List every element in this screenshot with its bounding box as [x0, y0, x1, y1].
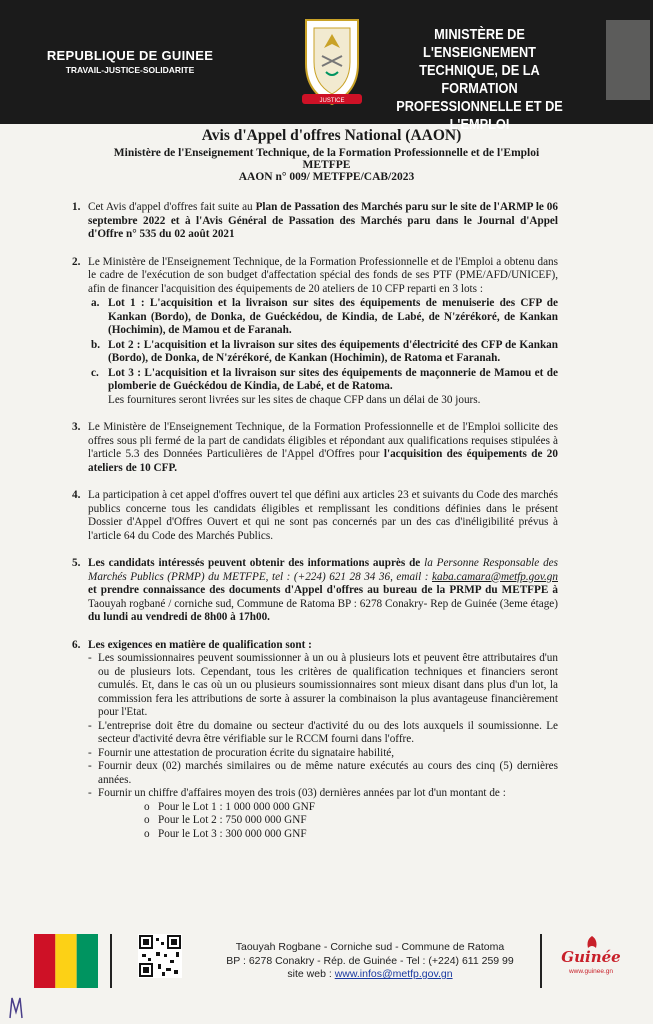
- republic-name: REPUBLIQUE DE GUINEE: [46, 48, 214, 63]
- guinee-brand-logo: [556, 930, 626, 994]
- website-link[interactable]: www.infos@metfp.gov.gn: [334, 968, 453, 980]
- lot-text: Lot 2 : L'acquisition et la livraison sur sites des équipements d'électricité des CFP de Kankan (Bordo), de Donka, de N'zérékoré, de Kankan (Hochimin), de Ratoma et Faranah.: [108, 338, 558, 364]
- ministry-line: PROFESSIONNELLE ET DE L'EMPLOI: [396, 99, 563, 133]
- document-title: Avis d'Appel d'offres National (AAON): [201, 127, 462, 144]
- footer-line: Taouyah Rogbane - Corniche sud - Commune de Ratoma: [235, 941, 505, 953]
- requirement-item: - L'entreprise doit être du domaine ou secteur d'activité du ou des lots auxquels il soumissionne. Le secteur d'activité devra être vérifiable sur le RCCM fourni dans l'offre.: [88, 720, 558, 747]
- ministry-line: TECHNIQUE, DE LA FORMATION: [419, 63, 540, 97]
- corner-texture: [606, 20, 650, 100]
- paragraph-number: 1.: [72, 201, 81, 213]
- handwritten-mark-icon: [6, 992, 30, 1022]
- delivery-note: Les fournitures seront livrées sur les sites de chaque CFP dans un délai de 30 jours.: [108, 393, 481, 406]
- national-motto: TRAVAIL-JUSTICE-SOLIDARITE: [65, 65, 195, 75]
- office-address: Taouyah rogbané / corniche sud, Commune de Ratoma BP : 6278 Conakry- Rep de Guinée (3eme étage): [88, 597, 558, 610]
- requirement-item: - Fournir deux (02) marchés similaires ou de même nature exécutés au cours des cinq (5) dernières années.: [88, 760, 558, 787]
- ministry-block: [388, 26, 571, 134]
- footer-divider: [540, 934, 542, 988]
- turnover-lot-item: o Pour le Lot 1 : 1 000 000 000 GNF: [88, 801, 558, 815]
- paragraph-text: Le Ministère de l'Enseignement Technique, de la Formation Professionnelle et de l'Emploi sollicite des offres sous pli fermé de la part de candidats éligibles et répondant aux qualifications requises stipulées à l'article 5.3 des Données Particulières de l'Appel d'Offres pour: [88, 421, 558, 460]
- turnover-lot-item: o Pour le Lot 3 : 300 000 000 GNF: [88, 828, 558, 842]
- header-band: [0, 0, 653, 133]
- paragraph-3: [72, 421, 558, 475]
- prmp-name: la Personne Responsable des Marchés Publics (PRMP) du METFPE: [88, 557, 558, 583]
- paragraph-1: [72, 201, 558, 242]
- qualification-heading: Les exigences en matière de qualification sont :: [88, 638, 312, 651]
- lot-item: [88, 339, 558, 366]
- paragraph-number: 6.: [72, 638, 81, 651]
- lot-text: Lot 3 : L'acquisition et la livraison sur sites des équipements de maçonnerie de Mamou et de plomberie de Guéckédou de Kindia, de Labé, et de Ratoma.: [108, 366, 558, 392]
- lot-letter: b.: [91, 338, 101, 351]
- contact-email-link[interactable]: kaba.camara@metfp.gov.gn: [432, 570, 558, 583]
- logo-url: www.guinee.gn: [568, 968, 614, 975]
- paragraph-number: 2.: [72, 255, 81, 268]
- qr-code-icon[interactable]: [138, 934, 182, 978]
- reference-number: AAON n° 009/ METFPE/CAB/2023: [238, 171, 415, 183]
- site-label: site web :: [287, 968, 335, 980]
- paragraph-text: La participation à cet appel d'offres ouvert tel que défini aux articles 23 et suivants du Code des marchés publics concerne tous les candidats éligibles et remplissant les conditions définies dans le présent Dossier d'Appel d'Offres Ouvert et qui ne sont pas concernés par un des cas d'inéligibilité prévus à l'article 64 du Code des Marchés Publics.: [88, 489, 558, 542]
- lot-text: Lot 1 : L'acquisition et la livraison sur sites des équipements de menuiserie des CFP de Kankan (Bordo), de Donka, de Guéckédou, de Kindia, de Labé, de N'zérékoré, de Kankan (Hochimin), de Mamou et de Faranah.: [108, 297, 558, 336]
- office-hours: du lundi au vendredi de 8h00 à 17h00.: [88, 611, 270, 623]
- lot-item: [88, 367, 558, 394]
- paragraph-number: 3.: [72, 421, 81, 433]
- notice-body: [72, 201, 558, 855]
- ministry-line: MINISTÈRE DE L'ENSEIGNEMENT: [423, 27, 536, 61]
- paragraph-text: Le Ministère de l'Enseignement Technique, de la Formation Professionnelle et de l'Emploi a obtenu dans le cadre de l'exécution de son budget d'affectation spécial des fonds de ses PTF (PME/AFD/UNICEF), afin de financer l'acquisition des équipements de 20 ateliers de 10 CFP reparti en 3 lots :: [88, 255, 558, 295]
- paragraph-text-bold: et prendre connaissance des documents d'Appel d'offres au bureau de la PRMP du METFPE à: [88, 584, 558, 596]
- republic-block: [30, 48, 230, 75]
- footer-line: [200, 968, 540, 982]
- ministry-acronym: METFPE: [302, 159, 351, 171]
- paragraph-2: [72, 255, 558, 408]
- paragraph-text-bold: l'acquisition des équipements de 20 ateliers de 10 CFP.: [88, 448, 558, 474]
- contact-phone: , tel : (+224) 621 28 34 36, email :: [265, 570, 433, 583]
- paragraph-number: 4.: [72, 489, 81, 501]
- footer-line: BP : 6278 Conakry - Rép. de Guinée - Tel : (+224) 611 259 99: [226, 954, 514, 967]
- guinea-flag-icon: [34, 934, 98, 988]
- ministry-full-name: Ministère de l'Enseignement Technique, de la Formation Professionnelle et de l'Emploi: [113, 147, 540, 159]
- paragraph-4: [72, 489, 558, 543]
- document-titles: [0, 127, 653, 183]
- footer-divider: [110, 934, 112, 988]
- emblem-banner-text: JUSTICE: [319, 98, 345, 104]
- paragraph-text-bold: Plan de Passation des Marchés paru sur le site de l'ARMP le 06 septembre 2022 et à l'Avis Général de Passation des Marchés paru dans le Journal d'Appel d'Offre n° 535 du 02 août 2021: [88, 201, 558, 240]
- paragraph-5: [72, 557, 558, 625]
- coat-of-arms-icon: [296, 14, 368, 110]
- logo-name: Guinée: [561, 948, 621, 966]
- requirement-item: - Fournir une attestation de procuration écrite du signataire habilité,: [88, 747, 558, 761]
- paragraph-text: Cet Avis d'appel d'offres fait suite au: [88, 201, 256, 213]
- requirement-item: - Fournir un chiffre d'affaires moyen des trois (03) dernières années par lot d'un montant de :: [88, 787, 558, 801]
- paragraph-number: 5.: [72, 557, 81, 569]
- lot-item: [88, 297, 558, 338]
- turnover-lot-item: o Pour le Lot 2 : 750 000 000 GNF: [88, 814, 558, 828]
- requirement-item: - Les soumissionnaires peuvent soumissionner à un ou à plusieurs lots et peuvent être attributaires d'un ou de plusieurs lots. Cependant, tous les critères de qualification techniques et financiers seront cumulés. Et, dans le cas où un ou plusieurs soumissionnaires sont mieux disant dans plus d'un lot, la commission fera les attributions de sorte à assurer la combinaison la plus avantageuse financièrement pour l'Etat.: [88, 652, 558, 720]
- lot-letter: c.: [91, 366, 99, 379]
- footer-address: [200, 941, 540, 982]
- paragraph-text-bold: Les candidats intéressés peuvent obtenir des informations auprès de: [88, 557, 425, 569]
- lot-letter: a.: [91, 297, 100, 309]
- paragraph-6: [72, 638, 558, 842]
